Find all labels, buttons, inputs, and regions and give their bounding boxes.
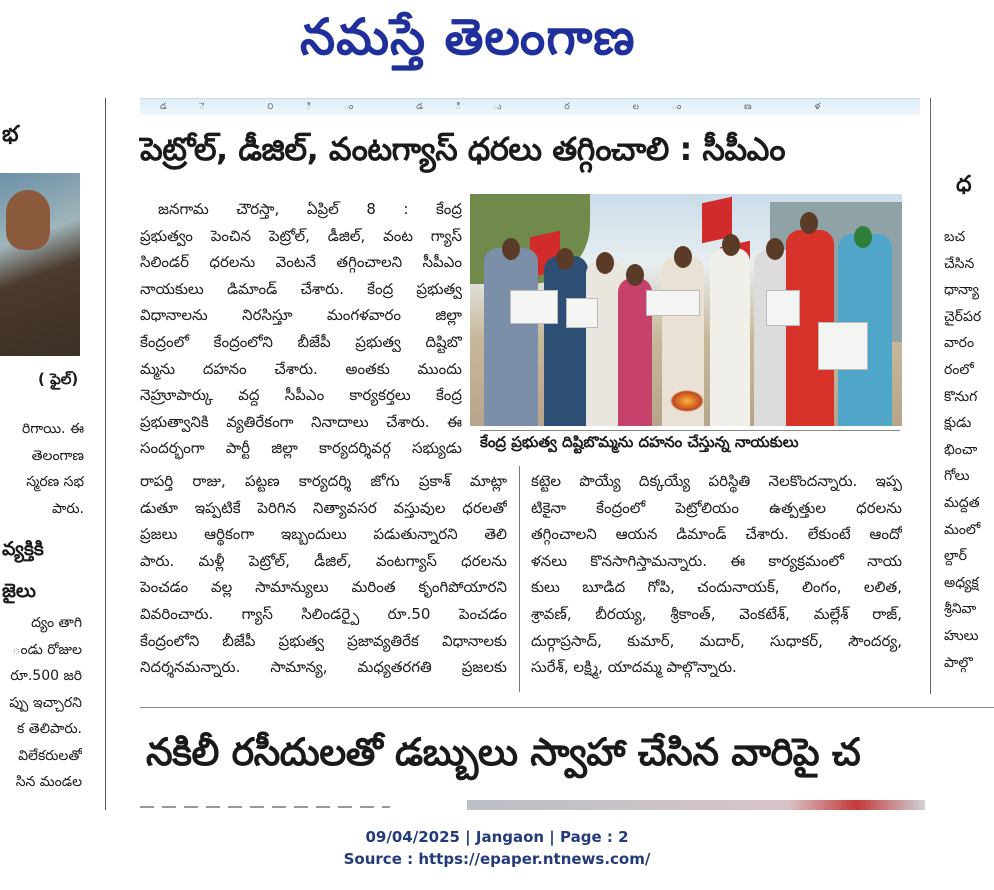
text-line: పెంచడం వల్ల సామాన్యులు మరింత కృంగిపోయారని	[140, 578, 507, 597]
second-story-headline: నకిలీ రసీదులతో డబ్బులు స్వాహా చేసిన వారిపై చ	[146, 730, 861, 774]
newspaper-logo: నమస్తే తెలంగాణ	[300, 8, 636, 66]
left-subheading-1: వ్యక్తికి	[2, 538, 44, 560]
text-line: కొనుగ	[944, 388, 978, 405]
portrait-face	[6, 190, 50, 250]
text-line: సందర్భంగా పార్టీ జిల్లా కార్యదర్శివర్గ సభ్యుడు	[140, 439, 462, 458]
text-line: పారు. మళ్లీ పెట్రోల్, డీజిల్, వంటగ్యాస్ ధరలను	[140, 551, 507, 570]
header-strip	[140, 98, 920, 115]
text-line: కులు బూడిద గోపి, చందునాయక్, లింగం, లలిత,	[531, 578, 902, 597]
placard	[566, 298, 598, 328]
header-strip-text: డ ె ౦ ి ం డ ి ు ర ల ం ణ ళ	[160, 102, 851, 112]
source-url[interactable]: Source : https://epaper.ntnews.com/	[343, 850, 651, 868]
text-line: ధాన్యా	[944, 282, 980, 299]
text-line: వివరించారు. గ్యాస్ సిలిండర్పై రూ.50 పెంచడం	[140, 604, 507, 623]
edition-info: 09/04/2025 | Jangaon | Page : 2	[365, 828, 629, 846]
text-line: రంలో	[944, 361, 974, 378]
text-line: సిన మండల	[15, 774, 82, 790]
text-line: పాల్గొ	[944, 654, 973, 671]
text-line: వారం	[944, 335, 975, 352]
text-line: బచ	[944, 229, 966, 245]
text-line: అధ్యక్ష	[944, 574, 979, 591]
left-paragraph-1	[0, 416, 84, 522]
text-line: డుతూ ఇప్పటికే పెరిగిన నిత్యావసర వస్తువుల ధరలతో	[140, 498, 507, 517]
left-photo-caption: ( ఫైల్)	[38, 370, 79, 388]
person	[484, 248, 538, 426]
text-line: జనగామ చౌరస్తా, ఏప్రిల్ 8 : కేంద్ర	[158, 200, 462, 218]
article-photo	[470, 194, 902, 426]
text-line: మద్దత	[944, 494, 980, 511]
text-line: క్షుడు	[944, 415, 972, 432]
article-column-1-bottom	[140, 468, 507, 681]
person-head	[596, 252, 614, 274]
text-line: కేంద్రంలో కేంద్రంలోని బీజేపీ ప్రభుత్వ దిష్టిబొ	[140, 332, 462, 351]
text-line: నాయకులు డిమాండ్ చేశారు. కేంద్ర ప్రభుత్వ	[140, 279, 462, 298]
text-line: సిలిండర్ ధరలను వెంటనే తగ్గించాలని సీపీఎం	[140, 253, 462, 272]
text-line: ద్యం తాగి	[31, 615, 82, 631]
right-column	[930, 98, 994, 694]
text-line: నెహ్రూపార్కు వద్ద సీపీఎం కార్యకర్తలు కేంద్ర	[140, 386, 462, 405]
text-line: సురేశ్, లక్ష్మి, యాదమ్మ పాల్గొన్నారు.	[531, 658, 737, 677]
text-line: గోలు	[944, 468, 970, 485]
text-line: విధానాలను నిరసిస్తూ మంగళవారం జిల్లా	[140, 306, 462, 325]
placard	[510, 290, 558, 324]
text-line: తగ్గించాలని ఆయన డిమాండ్ చేశారు. లేకుంటే ఆందో	[531, 525, 902, 544]
left-paragraph-2	[0, 610, 82, 796]
person	[710, 248, 750, 426]
text-line: కట్టెల పొయ్యే దిక్కయ్యే పరిస్థితి నెలకొందన్నారు. ఇప్ప	[531, 472, 902, 490]
story-separator	[140, 707, 994, 708]
text-line: మంలో	[944, 521, 981, 538]
right-column-heading: ధ	[956, 172, 972, 197]
person-head	[854, 226, 872, 248]
column-divider	[930, 98, 931, 694]
text-line: ప్పు ఇచ్చారని	[9, 694, 82, 711]
left-column	[0, 98, 106, 810]
text-line: రూ.500 జరి	[10, 668, 82, 684]
text-line: శ్రీనివా	[944, 601, 977, 618]
text-line: టికైనా కేంద్రంలో పెట్రోలియం ఉత్పత్తుల ధరలను	[531, 498, 902, 517]
person-head	[766, 238, 784, 260]
person-head	[626, 264, 644, 286]
person-head	[722, 234, 740, 256]
text-line: ప్రభుత్వం పెంచిన పెట్రోల్, డీజిల్, వంట గ్యాస్	[140, 226, 462, 245]
person-head	[502, 238, 520, 260]
text-line: రాపర్తి రాజు, పట్టణ కార్యదర్శి జోగు ప్రకాశ్ మాట్లా	[140, 472, 507, 490]
text-line: మ్మను దహనం చేశారు. అంతకు ముందు	[140, 359, 462, 378]
article-column-1-top	[140, 196, 462, 462]
photo-caption: కేంద్ర ప్రభుత్వ దిష్టిబొమ్మను దహనం చేస్తున్న నాయకులు	[480, 430, 900, 455]
text-line: భించా	[944, 441, 978, 458]
article-headline: పెట్రోల్, డీజిల్, వంటగ్యాస్ ధరలు తగ్గించాలి : సీపీఎం	[140, 130, 786, 168]
left-subheading-2: జైలు	[2, 580, 36, 602]
column-divider	[519, 466, 520, 692]
text-line: చైర్‌పర	[944, 308, 982, 325]
person-head	[800, 212, 818, 234]
person-head	[674, 246, 692, 268]
right-column-text	[944, 224, 994, 676]
text-line: శ్రావణ్, బీరయ్య, శ్రీకాంత్, వెంకటేశ్, మల్లేశ్ రాజ్,	[531, 604, 902, 623]
person	[544, 256, 588, 426]
article-column-2	[531, 468, 902, 681]
placard	[766, 290, 800, 326]
page-footer	[0, 826, 994, 870]
placard	[818, 322, 868, 370]
placard	[646, 290, 700, 316]
person-head	[556, 248, 574, 270]
masthead	[0, 0, 994, 78]
text-line: ల్దార్	[944, 548, 967, 565]
text-line: చేసిన	[944, 255, 975, 272]
column-divider	[105, 98, 106, 810]
text-line: విలేకరులతో	[18, 747, 82, 764]
text-line: రిగాయి. ఈ	[21, 421, 84, 437]
text-line: పారు.	[51, 500, 84, 517]
text-line: స్మరణ సభ	[26, 474, 84, 490]
text-line: తెలంగాణ	[31, 447, 84, 464]
text-line: ప్రజలు ఆర్థికంగా ఇబ్బందులు పడుతున్నారని తెలి	[140, 525, 507, 544]
left-column-heading: భ	[2, 122, 19, 147]
text-line: కేంద్రంలోని బీజేపీ ప్రభుత్వ ప్రజావ్యతిరేక విధానాలకు	[140, 631, 507, 650]
burning-effigy	[670, 390, 704, 412]
text-line: ప్రభుత్వానికి వ్యతిరేకంగా నినాదాలు చేశారు. ఈ	[140, 412, 462, 431]
text-line: ళనలు కొనసాగిస్తామన్నారు. ఈ కార్యక్రమంలో నాయ	[531, 551, 902, 570]
text-line: ండు రోజుల	[12, 641, 82, 658]
text-line: దుర్గాప్రసాద్, కుమార్, మదార్, సుధాకర్, సౌందర్య,	[531, 631, 902, 650]
text-line: క తెలిపారు.	[17, 721, 82, 737]
cut-off-text-line	[140, 806, 390, 808]
second-story-photo	[467, 800, 925, 810]
text-line: నిదర్శనమన్నారు. సామాన్య, మధ్యతరగతి ప్రజలకు	[140, 658, 507, 677]
text-line: హులు	[944, 627, 979, 644]
